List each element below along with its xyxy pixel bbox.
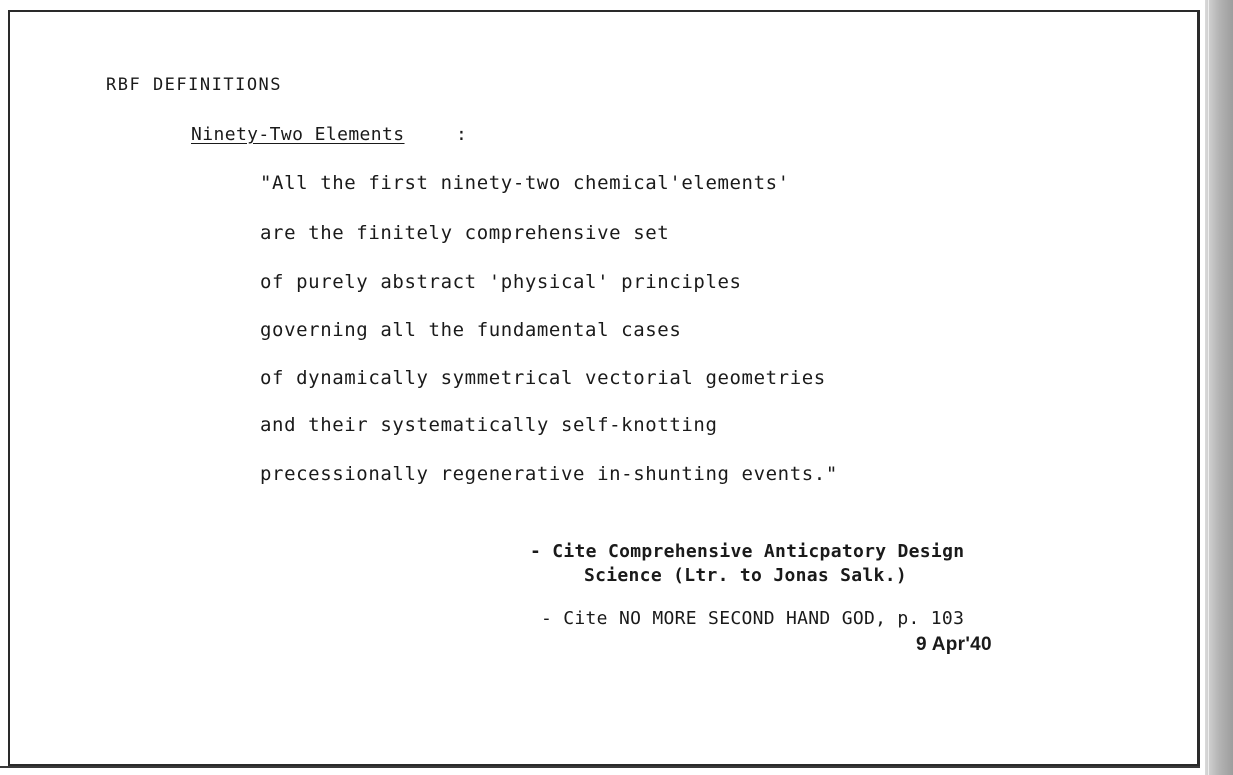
quote-line: and their systematically self-knotting — [260, 414, 718, 436]
card-bottom-edge — [0, 766, 1200, 768]
scan-edge-highlight — [1208, 0, 1209, 775]
quote-line: governing all the fundamental cases — [260, 319, 682, 341]
scan-edge-strip — [1205, 0, 1233, 775]
quote-line: are the finitely comprehensive set — [260, 222, 670, 244]
card-heading: RBF DEFINITIONS — [106, 75, 283, 95]
quote-line: of purely abstract 'physical' principles — [260, 271, 742, 293]
definition-term: Ninety-Two Elements — [191, 124, 405, 145]
definition-term-colon: : — [456, 124, 468, 145]
citation-source-line: - Cite Comprehensive Anticpatory Design — [530, 541, 965, 562]
citation-source-detail: Science (Ltr. to Jonas Salk.) — [584, 565, 907, 586]
quote-line: "All the first ninety-two chemical'elements' — [260, 172, 790, 194]
citation-date: 9 Apr'40 — [916, 634, 992, 655]
quote-line: of dynamically symmetrical vectorial geometries — [260, 367, 826, 389]
citation-source-line: - Cite NO MORE SECOND HAND GOD, p. 103 — [541, 608, 965, 629]
quote-line: precessionally regenerative in-shunting events." — [260, 463, 838, 485]
